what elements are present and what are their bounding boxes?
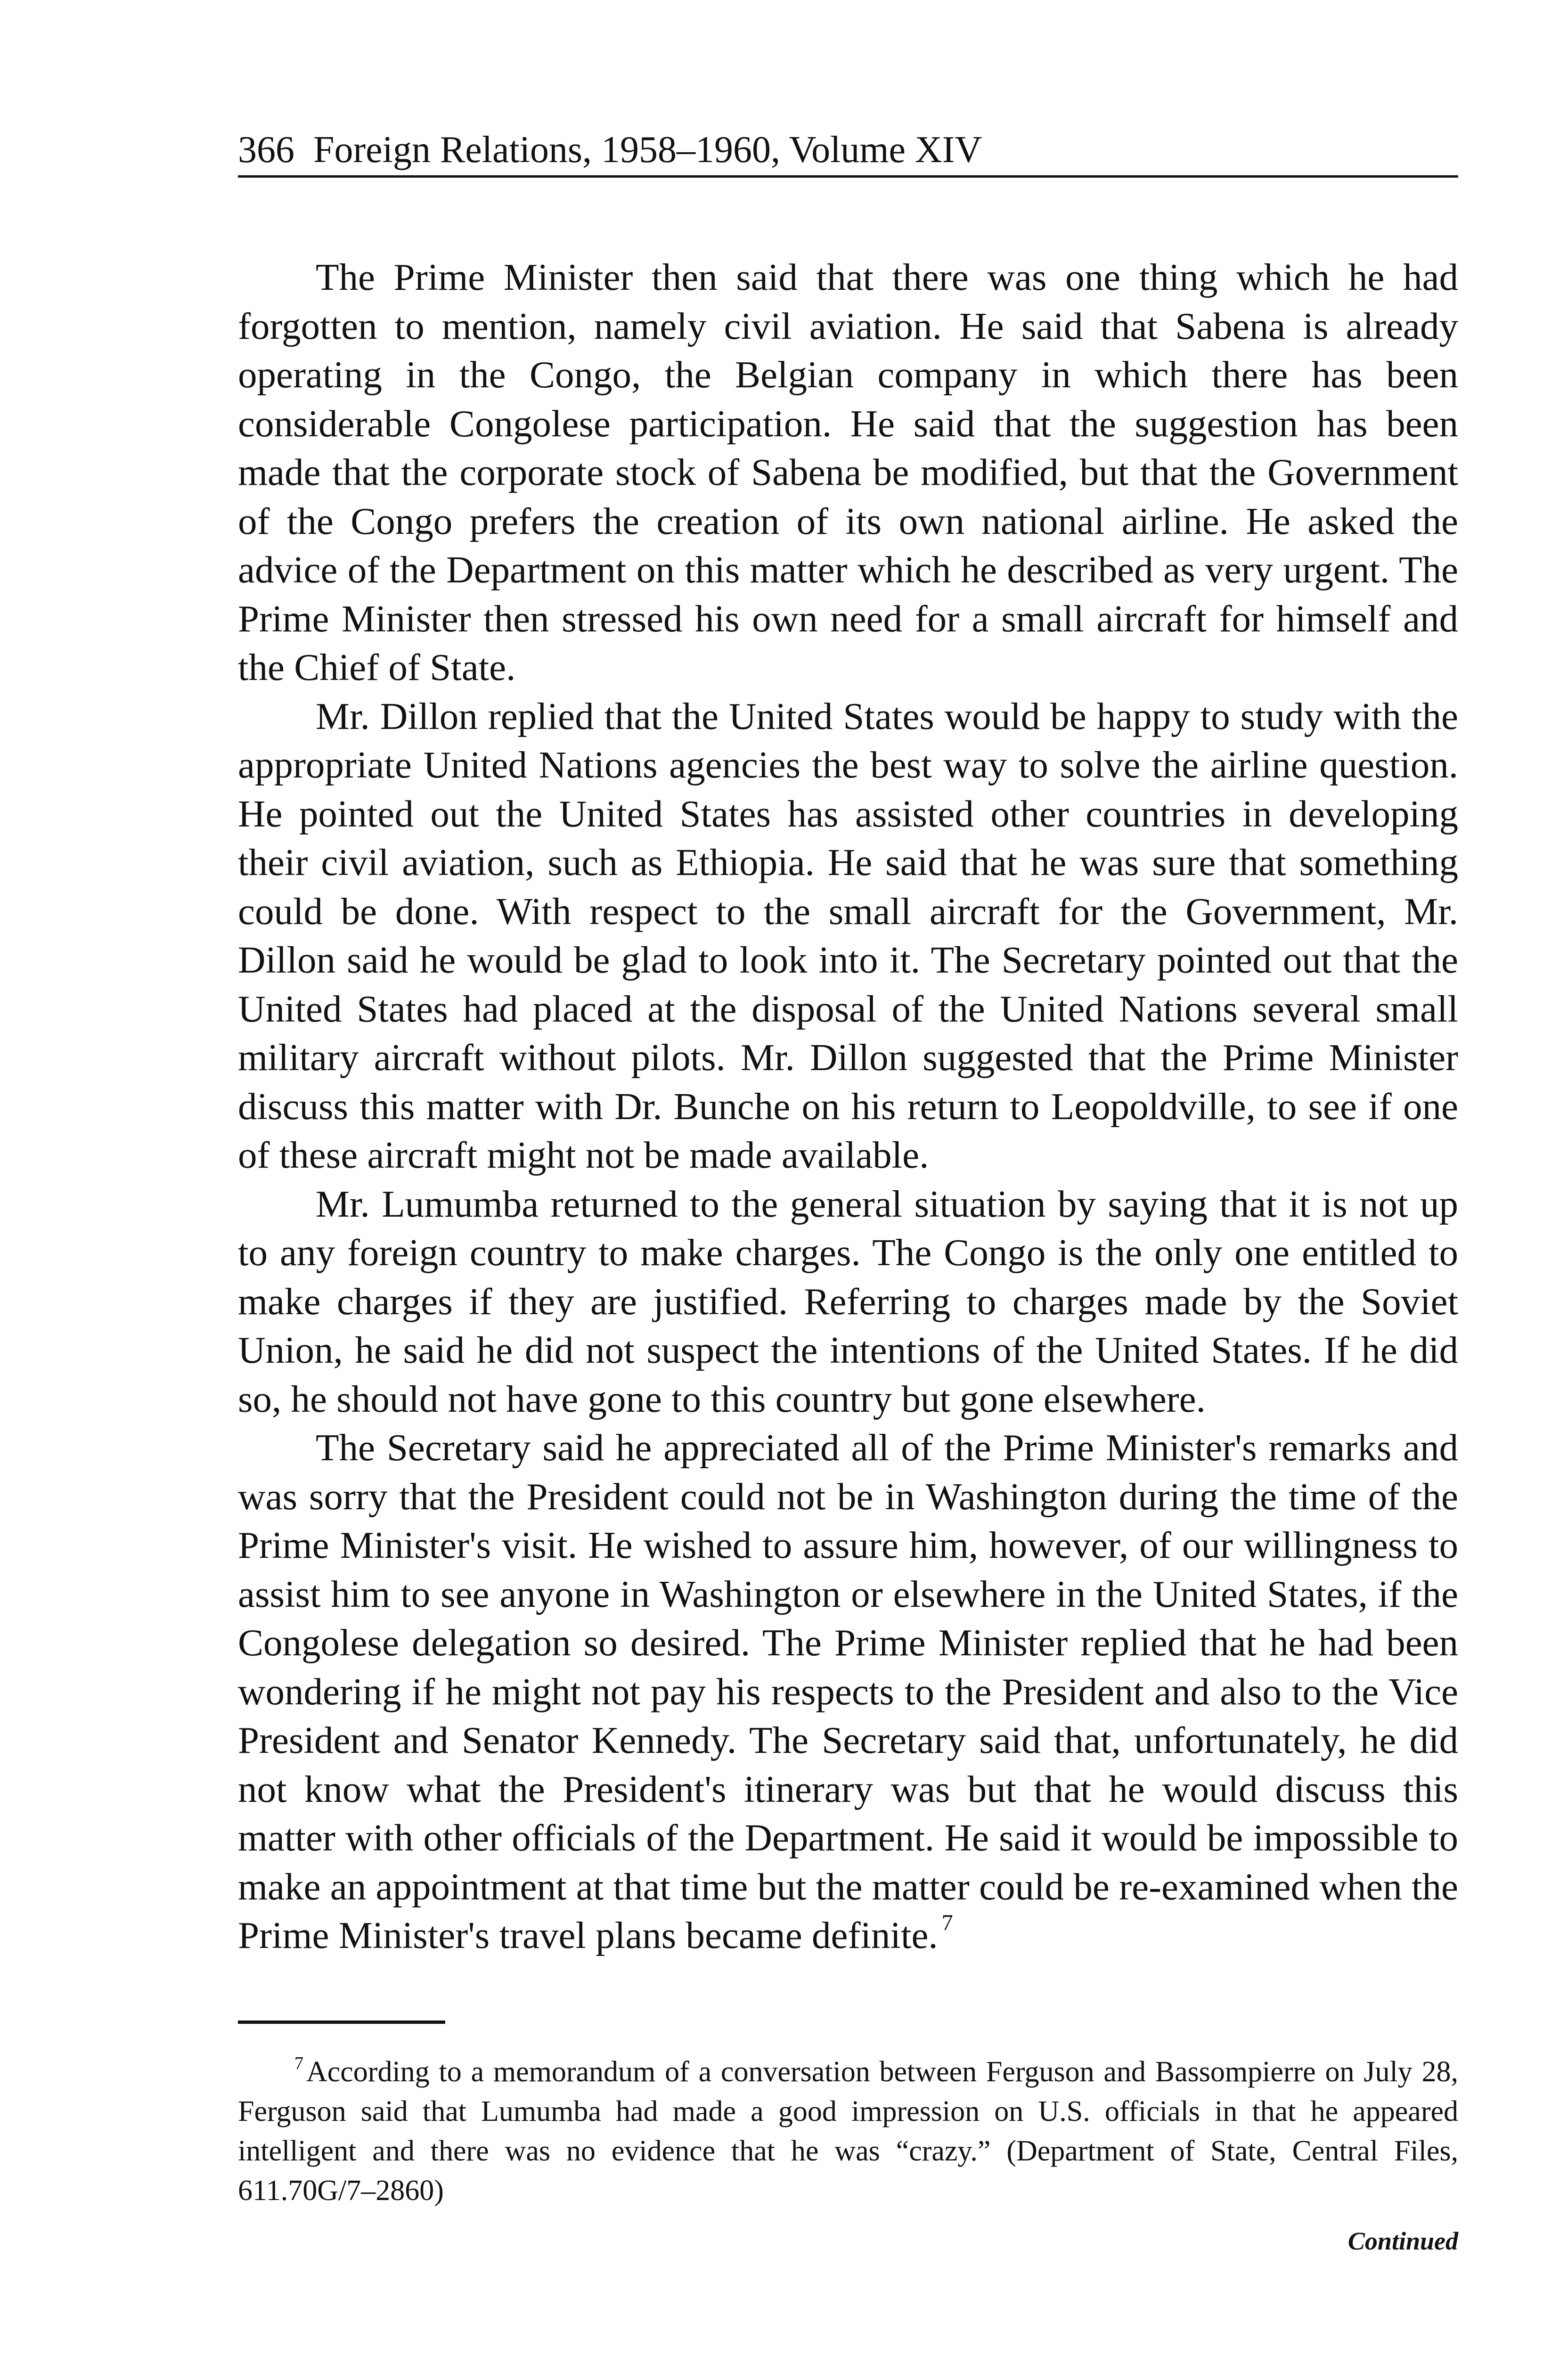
footnote (238, 2052, 1458, 2210)
paragraph-secretary-visit-text: The Secretary said he appreciated all of the Prime Minister's remarks and was sorry that the President could not be in Washington during the time of the Prime Minister's visit. He wished to assure him, however, of our willingness to assist him to see anyone in Washington or elsewhere in the United States, if the Congolese delegation so desired. The Prime Minister replied that he had been wondering if he might not pay his respects to the President and also to the Vice President and Senator Kennedy. The Secretary said that, unfortunately, he did not know what the President's itinerary was but that he would discuss this matter with other officials of the Department. He said it would be impossible to make an appointment at that time but the matter could be re-examined when the Prime Minister's travel plans became definite. (238, 1426, 1458, 1956)
document-page (238, 127, 1458, 2258)
continued-label: Continued (1348, 2226, 1458, 2255)
running-head (238, 127, 1458, 178)
footnote-divider (238, 2021, 445, 2024)
paragraph-lumumba-situation: Mr. Lumumba returned to the general situation by saying that it is not up to any foreign country to make charges. The Congo is the only one entitled to make charges if they are justified. Referring to charges made by the Soviet Union, he said he did not suspect the intentions of the United States. If he did so, he should not have gone to this country but gone elsewhere. (238, 1182, 1458, 1420)
page-number: 366 (238, 129, 294, 171)
body-text (238, 253, 1458, 1960)
running-title: Foreign Relations, 1958–1960, Volume XIV (313, 129, 982, 171)
paragraph-dillon-reply: Mr. Dillon replied that the United States would be happy to study with the appropriate United Nations agencies the best way to solve the airline question. He pointed out the United States has assisted other countries in developing their civil aviation, such as Ethiopia. He said that he was sure that something could be done. With respect to the small aircraft for the Government, Mr. Dillon said he would be glad to look into it. The Secretary pointed out that the United States had placed at the disposal of the United Nations several small military aircraft without pilots. Mr. Dillon suggested that the Prime Minister discuss this matter with Dr. Bunche on his return to Leopoldville, to see if one of these aircraft might not be made available. (238, 695, 1458, 1176)
paragraph-civil-aviation: The Prime Minister then said that there was one thing which he had forgotten to mention, namely civil aviation. He said that Sabena is already operating in the Congo, the Belgian company in which there has been considerable Congolese participation. He said that the suggestion has been made that the corporate stock of Sabena be modified, but that the Government of the Congo prefers the creation of its own national airline. He asked the advice of the Department on this matter which he described as very urgent. The Prime Minister then stressed his own need for a small aircraft for himself and the Chief of State. (238, 256, 1458, 688)
paragraph-secretary-visit (238, 1423, 1458, 1960)
footnote-number: 7 (294, 2053, 303, 2073)
footnote-reference[interactable]: 7 (941, 1910, 953, 1935)
footnote-text: According to a memorandum of a conversation between Ferguson and Bassompierre on July 28, Ferguson said that Lumumba had made a good impression on U.S. officials in that he appeared intelligent and there was no evidence that he was “crazy.” (Department of State, Central Files, 611.70G/7–2860) (238, 2055, 1458, 2207)
